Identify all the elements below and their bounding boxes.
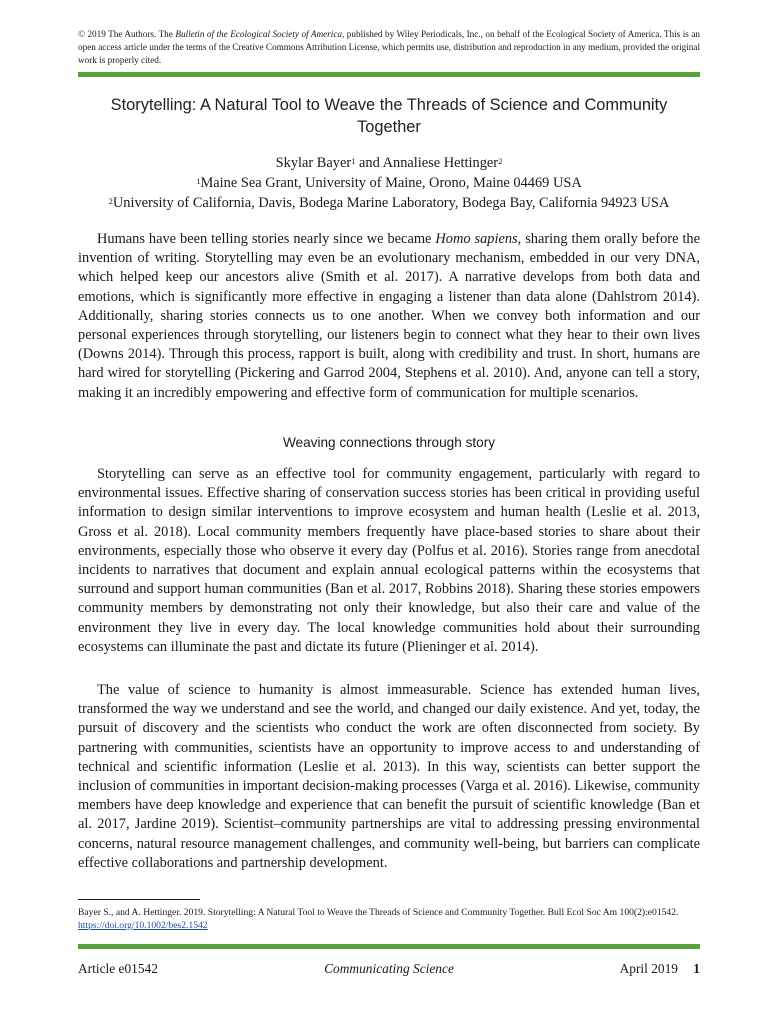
- affiliation-text: Maine Sea Grant, University of Maine, Orono, Maine 04469 USA: [200, 175, 582, 191]
- author-line: [78, 153, 700, 173]
- page-number: 1: [693, 961, 700, 976]
- publication-date: April 2019: [619, 961, 678, 976]
- header-divider: [78, 72, 700, 77]
- author-conjunction: and: [355, 155, 383, 171]
- affiliation-line: [78, 173, 700, 193]
- body-paragraph: [78, 230, 700, 403]
- affiliation-marker: 2: [498, 156, 503, 166]
- affiliation-text: University of California, Davis, Bodega Marine Laboratory, Bodega Bay, California 94923 USA: [112, 195, 670, 211]
- body-paragraph: The value of science to humanity is almost immeasurable. Science has extended human lives, transformed the way we understand and see the world, and changed our daily existence. And yet, today, the pursuit of discovery and the scientists who conduct the work are often disconnected from society. By partnering with communities, scientists have an opportunity to improve access to and understanding of technical and scientific information (Leslie et al. 2013). In this way, scientists can better support the inclusion of communities in important decision-making processes (Varga et al. 2016). Likewise, community members have deep knowledge and experience that can benefit the pursuit of scientific knowledge (Ban et al. 2017, Jardine 2019). Scientist–community partnerships are vital to addressing pressing environmental concerns, natural resource management challenges, and community well-being, but barriers can complicate effective collaborations and partnership development.: [78, 682, 701, 871]
- paragraph-text: Humans have been telling stories nearly since we became: [97, 231, 436, 247]
- section-name: Communicating Science: [324, 961, 454, 976]
- species-name: Homo sapiens: [435, 231, 518, 247]
- body-paragraph: Storytelling can serve as an effective tool for community engagement, particularly with regard to environmental issues. Effective sharing of conservation success stories has been critical in providing useful information to design similar interventions to improve ecosystem and human health (Leslie et al. 2013, Gross et al. 2018). Local community members frequently have place-based stories to share about their environments, especially those who observe it every day (Polfus et al. 2016). Stories range from anecdotal incidents to narratives that document and explain annual ecological patterns within the ecosystems that surround and support human communities (Ban et al. 2017, Robbins 2018). Sharing these stories empowers community members by demonstrating not only their knowledge, but also their care and value of the environment they live in every day. The local knowledge communities hold about their surrounding ecosystems can illuminate the past and dictate its future (Plieninger et al. 2014).: [78, 466, 700, 655]
- journal-name: Bulletin of the Ecological Society of America: [175, 29, 343, 39]
- section-heading: Weaving connections through story: [282, 435, 496, 450]
- footer-divider: [78, 944, 700, 949]
- article-number: Article e01542: [78, 961, 158, 976]
- author-block: [78, 153, 700, 213]
- author-name[interactable]: Skylar Bayer: [275, 155, 352, 171]
- copyright-suffix: , published by Wiley Periodicals, Inc., on behalf of the Ecological Society of America. This is an open access article under the terms of the Creative Commons Attribution License, which permits use, distribution and reproduction in any medium, provided the original work is properly cited.: [78, 29, 700, 65]
- citation-footnote: [78, 906, 700, 932]
- affiliation-marker: 1: [196, 176, 201, 186]
- page-footer: [78, 961, 700, 981]
- copyright-notice: [78, 28, 700, 67]
- paragraph-text: , sharing them orally before the invention of writing. Storytelling may even be an evolutionary mechanism, embedded in our very DNA, which helped keep our ancestors alive (Smith et al. 2017). A narrative develops from both data and emotions, which is significantly more effective in engaging a listener than data alone (Dahlstrom 2014). Additionally, sharing stories connects us to one another. When we convey both information and our personal experiences through storytelling, our listeners begin to connect what they hear to their own lives (Downs 2014). Through this process, rapport is built, along with credibility and trust. In short, humans are hard wired for storytelling (Pickering and Garrod 2004, Stephens et al. 2010). And, anyone can tell a story, making it an incredibly empowering and effective form of communication for multiple scenarios.: [78, 231, 700, 401]
- citation-text: Bayer S., and A. Hettinger. 2019. Storytelling: A Natural Tool to Weave the Threads of Science and Community Together. Bull Ecol Soc Am 100(2):e01542.: [78, 907, 679, 918]
- article-title: Storytelling: A Natural Tool to Weave the Threads of Science and Community Together: [110, 96, 668, 136]
- affiliation-marker: 2: [108, 196, 113, 206]
- footnote-divider: [78, 899, 200, 900]
- affiliation-line: [78, 193, 700, 213]
- copyright-prefix: © 2019 The Authors. The: [78, 29, 176, 39]
- doi-link[interactable]: https://doi.org/10.1002/bes2.1542: [78, 920, 208, 931]
- author-name[interactable]: Annaliese Hettinger: [382, 155, 499, 171]
- affiliation-marker: 1: [351, 156, 356, 166]
